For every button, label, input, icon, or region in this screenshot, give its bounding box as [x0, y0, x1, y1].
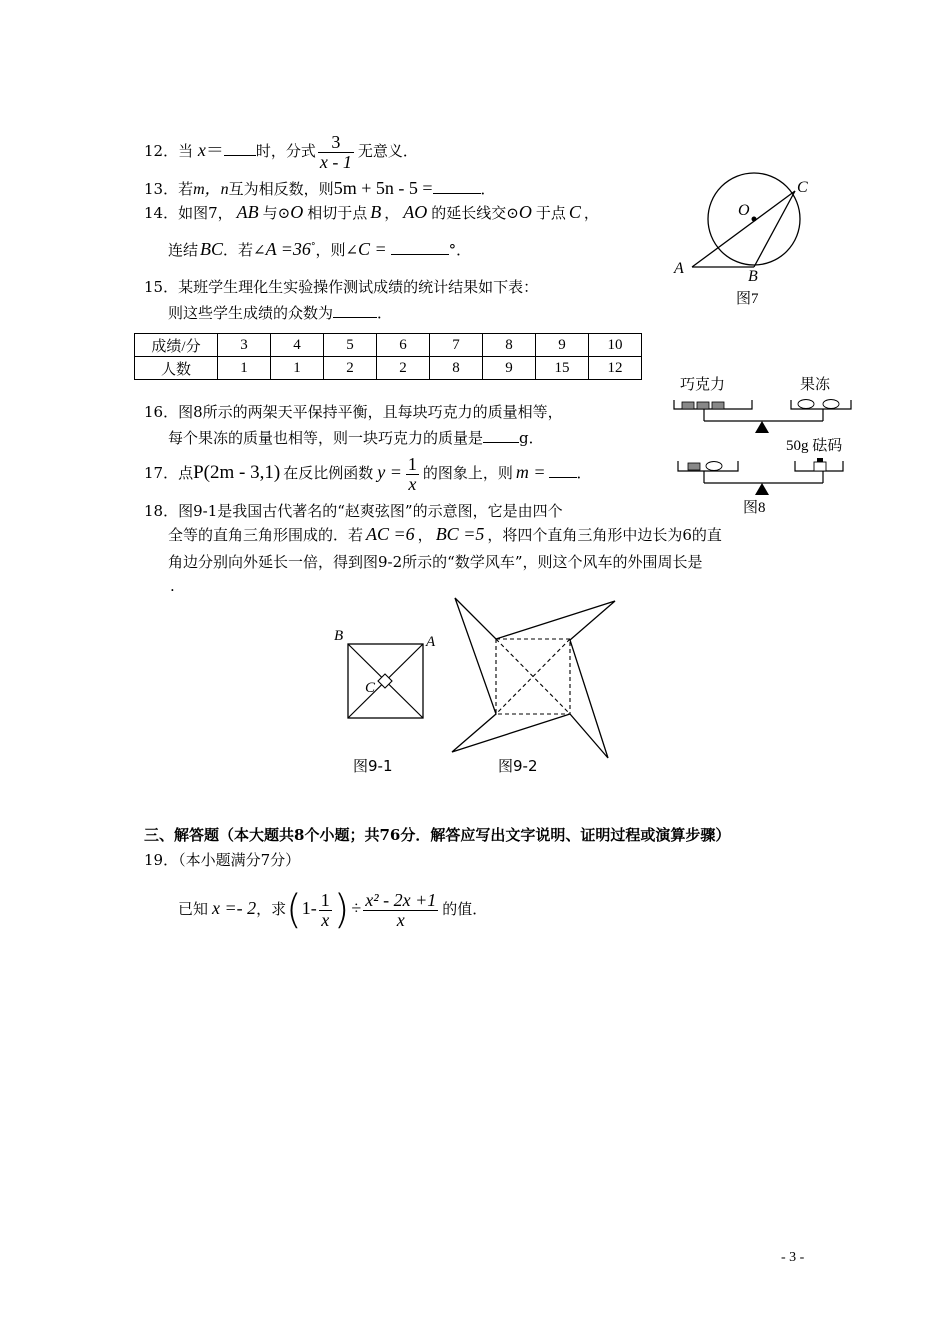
table-cell: 10 [589, 334, 642, 357]
q17-end: ． [576, 464, 592, 482]
question-16-line-2 [168, 427, 544, 448]
fig8-label-chocolate: 巧克力 [680, 377, 726, 393]
q18-bc: BC =5 [435, 524, 485, 544]
q14-o: O [290, 202, 304, 222]
question-15-line-2 [168, 302, 392, 323]
q14-answer-blank[interactable] [391, 240, 449, 255]
q14-ao: AO [403, 202, 428, 222]
q14-number: 14． [144, 204, 179, 222]
q15-text-1: 某班学生理化生实验操作测试成绩的统计结果如下表： [178, 278, 539, 296]
q16-text-1: 图8所示的两架天平保持平衡，且每块巧克力的质量相等， [178, 403, 563, 421]
q17-text-3: 的图象上，则 [422, 464, 513, 482]
table-row-scores [135, 334, 642, 357]
q19-x-value: x =- 2 [212, 898, 257, 918]
q18-ac: AC =6 [366, 524, 415, 544]
fig91-caption: 图9-1 [353, 757, 393, 775]
q17-frac-denominator: x [408, 473, 417, 494]
q13-text-2: 互为相反数，则 [228, 180, 334, 198]
q12-variable: x [197, 140, 206, 160]
figure-7 [668, 170, 818, 310]
table-cell: 4 [271, 334, 324, 357]
fig91-label-a: A [426, 634, 436, 650]
q13-variables: m，n [193, 181, 229, 198]
fig7-label-c: C [797, 179, 808, 196]
table-cell: 15 [536, 357, 589, 380]
question-18-line-4 [170, 577, 175, 595]
q14-c: C [568, 202, 581, 222]
fig7-label-o: O [738, 202, 750, 219]
q14-end: °． [448, 241, 472, 259]
q19-inner-denominator: x [321, 909, 330, 930]
fig8-label-weight: 50g 砝码 [786, 438, 843, 454]
page-number: - 3 - [781, 1250, 805, 1265]
q14-bc: BC [200, 239, 224, 259]
chocolate-icon [697, 402, 709, 409]
q14-text-10: ，则∠ [315, 241, 359, 259]
fig7-label-b: B [748, 268, 758, 285]
q19-text-3: 的值． [442, 900, 488, 918]
q17-answer-blank[interactable] [549, 463, 577, 478]
jelly-icon [798, 400, 814, 409]
figure-9-1 [330, 625, 450, 775]
q16-number: 16． [144, 403, 179, 421]
table-header-label: 成绩/分 [135, 334, 218, 357]
question-18-line-2 [168, 524, 722, 545]
q18-text-4: 角边分别向外延长一倍，得到图9-2所示的“数学风车”，则这个风车的外围周长是 [168, 553, 703, 571]
q19-big-denominator: x [396, 909, 405, 930]
q12-frac-numerator: 3 [318, 133, 354, 153]
fig7-caption: 图7 [736, 291, 759, 307]
q14-ab: AB [236, 202, 259, 222]
figure-9-2 [440, 590, 630, 765]
q19-inner-fraction [319, 891, 332, 930]
fig8-caption: 图8 [743, 500, 766, 516]
score-table [134, 333, 642, 380]
q18-text-2: 全等的直角三角形围成的．若 [168, 526, 364, 544]
q19-divide: ÷ [351, 898, 362, 918]
q17-text-1: 点 [178, 464, 194, 482]
question-16-line-1 [144, 401, 563, 422]
q13-number: 13． [144, 180, 179, 198]
q19-text-1: 已知 [178, 900, 209, 918]
q14-text-9: ．若∠ [223, 241, 266, 259]
q13-answer-blank[interactable] [433, 179, 481, 194]
question-12 [144, 130, 418, 170]
q14-angle-a: A =36 [265, 239, 311, 259]
q14-angle-c: C = [358, 239, 387, 259]
q17-fraction [406, 455, 419, 494]
jelly-icon [823, 400, 839, 409]
q14-text-5: 的延长线交⊙ [431, 204, 519, 222]
q12-fraction [318, 133, 354, 172]
table-cell: 6 [377, 334, 430, 357]
q19-big-fraction [363, 891, 438, 930]
q14-text-2: 与⊙ [262, 204, 291, 222]
section-3-title: 三、解答题（本大题共8个小题；共76分．解答应写出文字说明、证明过程或演算步骤） [144, 826, 731, 844]
chocolate-icon [712, 402, 724, 409]
q19-text-2: ，求 [256, 900, 287, 918]
q15-text-2: 则这些学生成绩的众数为 [168, 304, 334, 322]
q18-separator: ， [417, 526, 433, 544]
q14-text-3: 相切于点 [307, 204, 368, 222]
table-cell: 9 [483, 357, 536, 380]
q17-frac-numerator: 1 [407, 453, 417, 474]
q14-degree: ° [310, 242, 316, 252]
fig91-label-c: C [365, 680, 376, 696]
q14-text-7: ， [583, 204, 599, 222]
table-cell: 3 [218, 334, 271, 357]
q16-text-2: 每个果冻的质量也相等，则一块巧克力的质量是 [168, 429, 484, 447]
q19-note: （本小题满分7分） [178, 851, 301, 869]
question-14-line-1 [144, 202, 599, 223]
q17-number: 17． [144, 464, 179, 482]
table-cell: 1 [271, 357, 324, 380]
q14-text-1: 如图7， [178, 204, 233, 222]
q17-text-2: 在反比例函数 [283, 464, 374, 482]
chocolate-icon [682, 402, 694, 409]
table-row-counts [135, 357, 642, 380]
q13-expression: 5m + 5n - 5 = [333, 178, 433, 198]
q18-number: 18． [144, 502, 179, 520]
question-14-line-2 [168, 239, 471, 260]
table-cell: 8 [483, 334, 536, 357]
table-row-label: 人数 [135, 357, 218, 380]
chocolate-icon [688, 463, 700, 470]
table-cell: 9 [536, 334, 589, 357]
question-13 [144, 176, 496, 199]
table-cell: 2 [377, 357, 430, 380]
table-cell: 2 [324, 357, 377, 380]
q16-unit: g． [519, 429, 544, 447]
q12-frac-denominator: x - 1 [319, 151, 352, 172]
question-18-line-3 [168, 551, 703, 572]
q19-one: 1- [301, 898, 317, 918]
q15-answer-blank[interactable] [333, 303, 377, 318]
table-cell: 7 [430, 334, 483, 357]
q17-m: m = [515, 462, 546, 482]
jelly-icon [706, 462, 722, 471]
q16-answer-blank[interactable] [483, 428, 519, 443]
q19-right-paren: ) [333, 887, 350, 933]
q15-number: 15． [144, 278, 179, 296]
table-cell: 8 [430, 357, 483, 380]
q13-end: ． [480, 180, 496, 198]
question-17 [144, 450, 592, 494]
fig7-label-a: A [674, 260, 684, 277]
q14-text-8: 连结 [168, 241, 199, 259]
question-15-line-1 [144, 276, 538, 297]
q12-equals: ＝ [205, 140, 224, 160]
q12-text-2: 时，分式 [255, 142, 316, 160]
q19-left-paren: ( [286, 887, 302, 933]
q14-text-4: ， [384, 204, 400, 222]
table-cell: 5 [324, 334, 377, 357]
q18-text-1: 图9-1是我国古代著名的“赵爽弦图”的示意图，它是由四个 [178, 502, 563, 520]
fig92-caption: 图9-2 [498, 757, 538, 775]
q19-inner-numerator: 1 [320, 889, 330, 910]
fig8-label-jelly: 果冻 [800, 377, 831, 393]
q18-text-5: . [170, 577, 175, 595]
q17-y: y = [377, 462, 402, 482]
question-18-line-1 [144, 500, 563, 521]
fig91-label-b: B [334, 628, 344, 644]
q19-number: 19． [144, 851, 179, 869]
q17-point: P(2m - 3,1) [193, 462, 281, 483]
q19-big-numerator: x² - 2x +1 [365, 889, 437, 910]
q12-answer-blank[interactable] [224, 141, 256, 156]
q18-text-3: ，将四个直角三角形中边长为6的直 [487, 526, 722, 544]
q13-text-1: 若 [178, 180, 194, 198]
weight-icon [814, 462, 826, 471]
figure-8 [668, 370, 868, 520]
table-cell: 12 [589, 357, 642, 380]
q14-o2: O [518, 202, 532, 222]
q14-b: B [370, 202, 382, 222]
q12-number: 12． [144, 142, 179, 160]
q15-end: ． [377, 304, 393, 322]
q12-text-1: 当 [178, 142, 194, 160]
weight-knob-icon [817, 458, 823, 462]
question-19-header [144, 849, 300, 870]
question-19-body [178, 876, 487, 940]
table-cell: 1 [218, 357, 271, 380]
q12-text-3: 无意义． [357, 142, 418, 160]
q14-text-6: 于点 [535, 204, 566, 222]
